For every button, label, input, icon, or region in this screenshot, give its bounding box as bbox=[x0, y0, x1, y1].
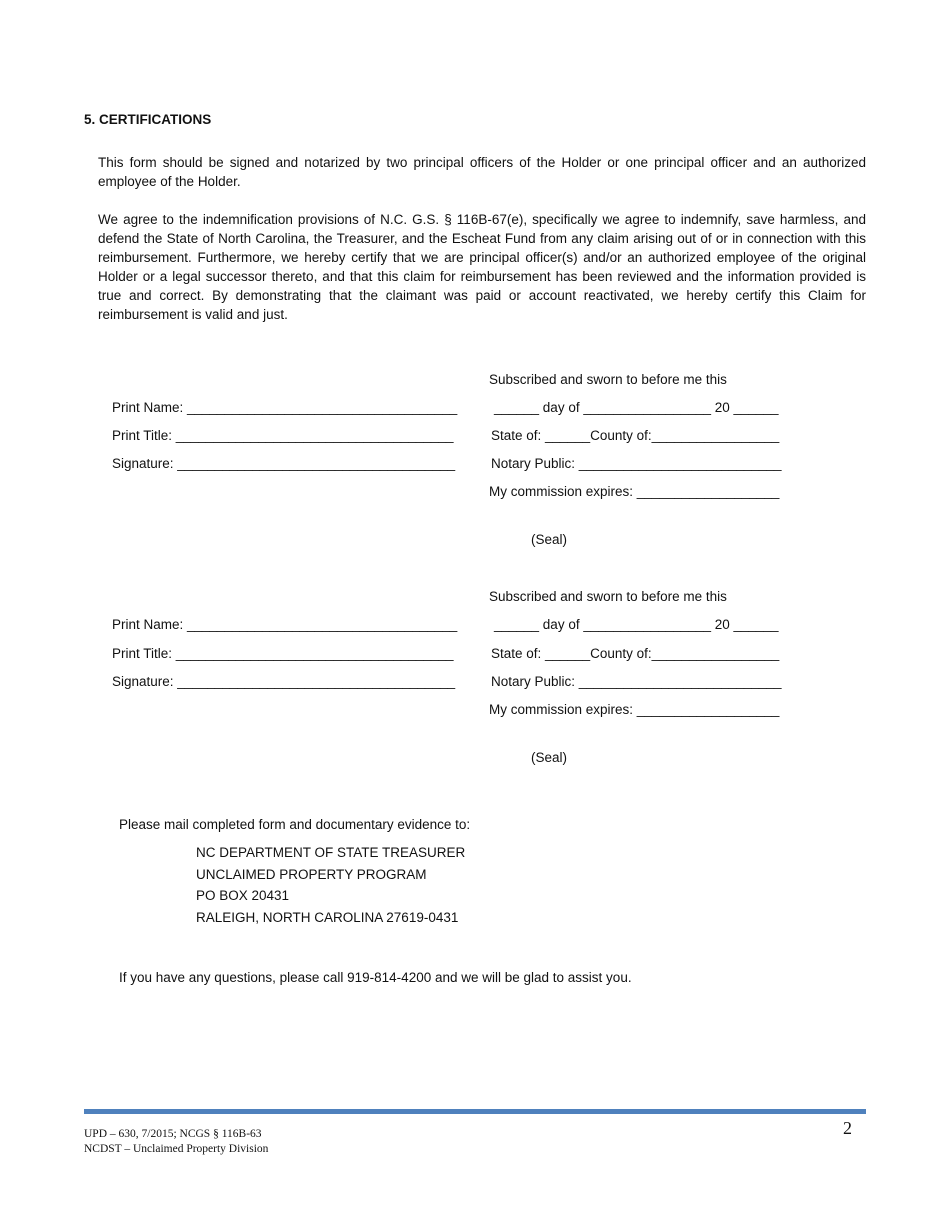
address-line-4: RALEIGH, NORTH CAROLINA 27619-0431 bbox=[196, 910, 459, 925]
signature-field-1[interactable]: Signature: _____________________________________ bbox=[112, 456, 456, 471]
section-heading: 5. CERTIFICATIONS bbox=[84, 112, 212, 127]
seal-label-2: (Seal) bbox=[531, 750, 568, 765]
notary-public-field-1[interactable]: Notary Public: ___________________________ bbox=[491, 456, 782, 471]
address-line-3: PO BOX 20431 bbox=[196, 888, 290, 903]
address-line-2: UNCLAIMED PROPERTY PROGRAM bbox=[196, 867, 427, 882]
seal-label-1: (Seal) bbox=[531, 532, 568, 547]
commission-expires-field-2[interactable]: My commission expires: ___________________ bbox=[489, 702, 780, 717]
print-name-field-2[interactable]: Print Name: ____________________________________ bbox=[112, 617, 458, 632]
footer-division: NCDST – Unclaimed Property Division bbox=[84, 1143, 269, 1155]
mailing-intro: Please mail completed form and documentary evidence to: bbox=[119, 817, 471, 832]
print-name-field-1[interactable]: Print Name: ____________________________________ bbox=[112, 400, 458, 415]
notary-subscribed-text-1: Subscribed and sworn to before me this bbox=[489, 372, 727, 387]
footer-divider bbox=[84, 1109, 866, 1114]
indemnification-paragraph: We agree to the indemnification provisions of N.C. G.S. § 116B-67(e), specifically we agree to indemnify, save harmless, and defend the State of North Carolina, the Treasurer, and the Escheat Fund from any claim arising out of or in connection with this reimbursement. Furthermore, we hereby certify that we are principal officer(s) and/or an authorized employee of the original Holder or a legal successor thereto, and that this claim for reimbursement has been reviewed and the information provided is true and correct. By demonstrating that the claimant was paid or account reactivated, we hereby certify this Claim for reimbursement is valid and just. bbox=[98, 212, 866, 322]
signature-field-2[interactable]: Signature: _____________________________________ bbox=[112, 674, 456, 689]
notary-day-field-1[interactable]: ______ day of _________________ 20 ______ bbox=[494, 400, 779, 415]
print-title-field-2[interactable]: Print Title: _____________________________________ bbox=[112, 646, 454, 661]
state-county-field-1[interactable]: State of: ______County of:_________________ bbox=[491, 428, 780, 443]
instructions-paragraph: This form should be signed and notarized by two principal officers of the Holder or one principal officer and an authorized employee of the Holder. bbox=[98, 155, 866, 189]
notary-public-field-2[interactable]: Notary Public: ___________________________ bbox=[491, 674, 782, 689]
contact-text: If you have any questions, please call 919-814-4200 and we will be glad to assist you. bbox=[119, 970, 632, 985]
notary-day-field-2[interactable]: ______ day of _________________ 20 ______ bbox=[494, 617, 779, 632]
address-line-1: NC DEPARTMENT OF STATE TREASURER bbox=[196, 845, 466, 860]
state-county-field-2[interactable]: State of: ______County of:_________________ bbox=[491, 646, 780, 661]
commission-expires-field-1[interactable]: My commission expires: ___________________ bbox=[489, 484, 780, 499]
print-title-field-1[interactable]: Print Title: _____________________________________ bbox=[112, 428, 454, 443]
page-number: 2 bbox=[843, 1118, 852, 1138]
footer-form-id: UPD – 630, 7/2015; NCGS § 116B-63 bbox=[84, 1128, 262, 1140]
notary-subscribed-text-2: Subscribed and sworn to before me this bbox=[489, 589, 727, 604]
